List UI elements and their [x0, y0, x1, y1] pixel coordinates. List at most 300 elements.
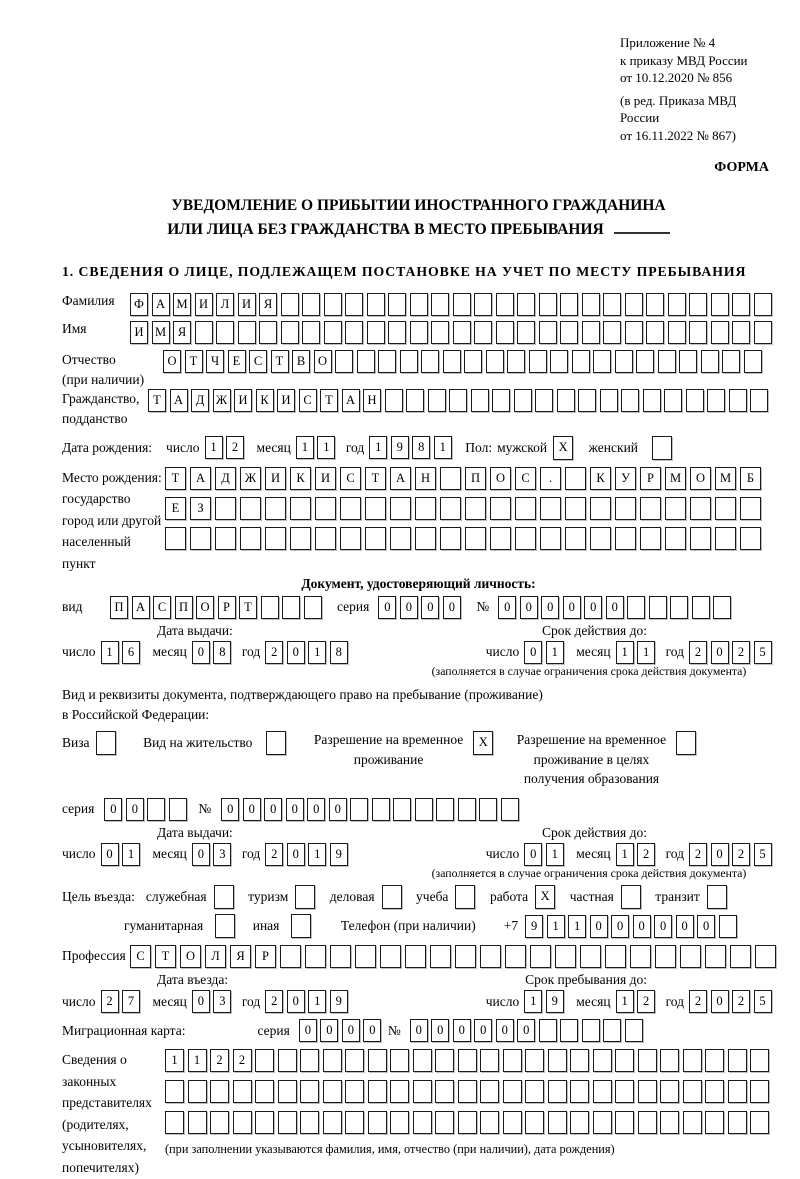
- char-cell[interactable]: [261, 596, 279, 619]
- char-cell[interactable]: [324, 321, 342, 344]
- char-cell[interactable]: 0: [287, 990, 305, 1013]
- char-cell[interactable]: [570, 1111, 589, 1134]
- char-cell[interactable]: [625, 293, 643, 316]
- char-cell[interactable]: [570, 1080, 589, 1103]
- char-cell[interactable]: [525, 1049, 544, 1072]
- char-cell[interactable]: [486, 350, 504, 373]
- char-cell[interactable]: [715, 497, 736, 520]
- char-cell[interactable]: [385, 389, 403, 412]
- char-cell[interactable]: 2: [689, 990, 707, 1013]
- char-cell[interactable]: Я: [259, 293, 277, 316]
- char-cell[interactable]: [550, 350, 568, 373]
- char-cell[interactable]: [665, 527, 686, 550]
- char-cell[interactable]: 1: [165, 1049, 184, 1072]
- char-cell[interactable]: 0: [363, 1019, 381, 1042]
- char-cell[interactable]: [378, 350, 396, 373]
- char-cell[interactable]: [593, 1080, 612, 1103]
- char-cell[interactable]: [565, 527, 586, 550]
- char-cell[interactable]: 0: [287, 641, 305, 664]
- char-cell[interactable]: [507, 350, 525, 373]
- char-cell[interactable]: П: [175, 596, 193, 619]
- char-cell[interactable]: П: [465, 467, 486, 490]
- char-cell[interactable]: С: [340, 467, 361, 490]
- char-cell[interactable]: [390, 497, 411, 520]
- char-cell[interactable]: [453, 293, 471, 316]
- char-cell[interactable]: 0: [287, 843, 305, 866]
- char-cell[interactable]: [603, 321, 621, 344]
- char-cell[interactable]: [625, 1019, 643, 1042]
- char-cell[interactable]: [680, 945, 701, 968]
- char-cell[interactable]: [603, 293, 621, 316]
- char-cell[interactable]: 0: [711, 843, 729, 866]
- char-cell[interactable]: [660, 1111, 679, 1134]
- char-cell[interactable]: 0: [378, 596, 396, 619]
- char-cell[interactable]: [690, 527, 711, 550]
- char-cell[interactable]: [505, 945, 526, 968]
- char-cell[interactable]: [240, 527, 261, 550]
- char-cell[interactable]: [501, 798, 519, 821]
- char-cell[interactable]: [435, 1080, 454, 1103]
- char-cell[interactable]: [660, 1049, 679, 1072]
- char-cell[interactable]: [436, 798, 454, 821]
- char-cell[interactable]: [729, 389, 747, 412]
- char-cell[interactable]: 0: [104, 798, 122, 821]
- char-cell[interactable]: И: [234, 389, 252, 412]
- char-cell[interactable]: [449, 389, 467, 412]
- char-cell[interactable]: 0: [307, 798, 325, 821]
- char-cell[interactable]: [368, 1111, 387, 1134]
- char-cell[interactable]: 2: [637, 990, 655, 1013]
- char-cell[interactable]: 0: [453, 1019, 471, 1042]
- char-cell[interactable]: [744, 350, 762, 373]
- char-cell[interactable]: [471, 389, 489, 412]
- char-cell[interactable]: [580, 945, 601, 968]
- char-cell[interactable]: [340, 497, 361, 520]
- char-cell[interactable]: 0: [400, 596, 418, 619]
- char-cell[interactable]: Р: [640, 467, 661, 490]
- char-cell[interactable]: А: [342, 389, 360, 412]
- char-cell[interactable]: [345, 1111, 364, 1134]
- char-cell[interactable]: [280, 945, 301, 968]
- char-cell[interactable]: 1: [568, 915, 586, 938]
- char-cell[interactable]: [496, 293, 514, 316]
- char-cell[interactable]: [413, 1111, 432, 1134]
- char-cell[interactable]: Д: [215, 467, 236, 490]
- char-cell[interactable]: 1: [205, 436, 223, 459]
- char-cell[interactable]: Д: [191, 389, 209, 412]
- char-cell[interactable]: [496, 321, 514, 344]
- char-cell[interactable]: [290, 497, 311, 520]
- char-cell[interactable]: [490, 527, 511, 550]
- char-cell[interactable]: 0: [126, 798, 144, 821]
- char-cell[interactable]: 2: [101, 990, 119, 1013]
- char-cell[interactable]: [713, 596, 731, 619]
- char-cell[interactable]: [406, 389, 424, 412]
- char-cell[interactable]: [302, 321, 320, 344]
- char-cell[interactable]: Ф: [130, 293, 148, 316]
- char-cell[interactable]: 9: [546, 990, 564, 1013]
- char-cell[interactable]: [165, 1111, 184, 1134]
- char-cell[interactable]: [428, 389, 446, 412]
- char-cell[interactable]: М: [665, 467, 686, 490]
- char-cell[interactable]: [621, 885, 641, 909]
- char-cell[interactable]: [345, 293, 363, 316]
- char-cell[interactable]: Р: [218, 596, 236, 619]
- char-cell[interactable]: И: [315, 467, 336, 490]
- char-cell[interactable]: [646, 293, 664, 316]
- char-cell[interactable]: [525, 1080, 544, 1103]
- char-cell[interactable]: 0: [192, 843, 210, 866]
- char-cell[interactable]: 1: [434, 436, 452, 459]
- char-cell[interactable]: [255, 1080, 274, 1103]
- char-cell[interactable]: [638, 1111, 657, 1134]
- char-cell[interactable]: [548, 1080, 567, 1103]
- char-cell[interactable]: [560, 1019, 578, 1042]
- char-cell[interactable]: [390, 1049, 409, 1072]
- char-cell[interactable]: [215, 914, 235, 938]
- char-cell[interactable]: И: [277, 389, 295, 412]
- char-cell[interactable]: [233, 1080, 252, 1103]
- char-cell[interactable]: [593, 1049, 612, 1072]
- char-cell[interactable]: 0: [264, 798, 282, 821]
- char-cell[interactable]: [722, 350, 740, 373]
- char-cell[interactable]: [421, 350, 439, 373]
- char-cell[interactable]: [548, 1111, 567, 1134]
- char-cell[interactable]: 0: [524, 843, 542, 866]
- char-cell[interactable]: [615, 350, 633, 373]
- char-cell[interactable]: 1: [369, 436, 387, 459]
- char-cell[interactable]: [615, 527, 636, 550]
- char-cell[interactable]: [514, 389, 532, 412]
- char-cell[interactable]: [367, 321, 385, 344]
- char-cell[interactable]: [190, 527, 211, 550]
- char-cell[interactable]: Т: [165, 467, 186, 490]
- char-cell[interactable]: [479, 798, 497, 821]
- char-cell[interactable]: [259, 321, 277, 344]
- char-cell[interactable]: [165, 527, 186, 550]
- char-cell[interactable]: [405, 945, 426, 968]
- char-cell[interactable]: 8: [412, 436, 430, 459]
- char-cell[interactable]: 0: [654, 915, 672, 938]
- char-cell[interactable]: [605, 945, 626, 968]
- char-cell[interactable]: [565, 467, 586, 490]
- char-cell[interactable]: Л: [205, 945, 226, 968]
- char-cell[interactable]: [355, 945, 376, 968]
- char-cell[interactable]: [455, 885, 475, 909]
- char-cell[interactable]: 5: [754, 843, 772, 866]
- char-cell[interactable]: [732, 293, 750, 316]
- char-cell[interactable]: [388, 321, 406, 344]
- char-cell[interactable]: [565, 497, 586, 520]
- char-cell[interactable]: 1: [188, 1049, 207, 1072]
- char-cell[interactable]: 0: [517, 1019, 535, 1042]
- char-cell[interactable]: К: [590, 467, 611, 490]
- char-cell[interactable]: [390, 1080, 409, 1103]
- char-cell[interactable]: [305, 945, 326, 968]
- char-cell[interactable]: М: [715, 467, 736, 490]
- char-cell[interactable]: О: [163, 350, 181, 373]
- char-cell[interactable]: Т: [155, 945, 176, 968]
- char-cell[interactable]: [590, 527, 611, 550]
- char-cell[interactable]: К: [290, 467, 311, 490]
- char-cell[interactable]: [603, 1019, 621, 1042]
- char-cell[interactable]: [705, 1080, 724, 1103]
- char-cell[interactable]: [324, 293, 342, 316]
- char-cell[interactable]: 0: [633, 915, 651, 938]
- char-cell[interactable]: С: [515, 467, 536, 490]
- char-cell[interactable]: [540, 527, 561, 550]
- char-cell[interactable]: [740, 527, 761, 550]
- char-cell[interactable]: [304, 596, 322, 619]
- char-cell[interactable]: С: [153, 596, 171, 619]
- char-cell[interactable]: [195, 321, 213, 344]
- char-cell[interactable]: У: [615, 467, 636, 490]
- char-cell[interactable]: Е: [228, 350, 246, 373]
- char-cell[interactable]: [539, 293, 557, 316]
- char-cell[interactable]: [474, 293, 492, 316]
- char-cell[interactable]: 8: [213, 641, 231, 664]
- char-cell[interactable]: 1: [308, 641, 326, 664]
- char-cell[interactable]: [540, 497, 561, 520]
- char-cell[interactable]: [300, 1080, 319, 1103]
- char-cell[interactable]: [530, 945, 551, 968]
- char-cell[interactable]: [291, 914, 311, 938]
- char-cell[interactable]: [630, 945, 651, 968]
- char-cell[interactable]: [719, 915, 737, 938]
- char-cell[interactable]: [413, 1049, 432, 1072]
- char-cell[interactable]: 5: [754, 641, 772, 664]
- char-cell[interactable]: [480, 1111, 499, 1134]
- char-cell[interactable]: [600, 389, 618, 412]
- char-cell[interactable]: [548, 1049, 567, 1072]
- char-cell[interactable]: [660, 1080, 679, 1103]
- char-cell[interactable]: 3: [213, 843, 231, 866]
- char-cell[interactable]: [464, 350, 482, 373]
- char-cell[interactable]: Н: [363, 389, 381, 412]
- char-cell[interactable]: [430, 945, 451, 968]
- char-cell[interactable]: 0: [410, 1019, 428, 1042]
- char-cell[interactable]: А: [170, 389, 188, 412]
- char-cell[interactable]: [582, 1019, 600, 1042]
- char-cell[interactable]: 1: [122, 843, 140, 866]
- char-cell[interactable]: [515, 497, 536, 520]
- char-cell[interactable]: Я: [230, 945, 251, 968]
- char-cell[interactable]: [529, 350, 547, 373]
- char-cell[interactable]: Т: [271, 350, 289, 373]
- char-cell[interactable]: [388, 293, 406, 316]
- char-cell[interactable]: Н: [415, 467, 436, 490]
- char-cell[interactable]: 2: [732, 641, 750, 664]
- char-cell[interactable]: 1: [101, 641, 119, 664]
- char-cell[interactable]: [701, 350, 719, 373]
- char-cell[interactable]: [281, 293, 299, 316]
- char-cell[interactable]: [368, 1049, 387, 1072]
- char-cell[interactable]: М: [173, 293, 191, 316]
- char-cell[interactable]: X: [473, 731, 493, 755]
- char-cell[interactable]: [210, 1080, 229, 1103]
- char-cell[interactable]: 0: [320, 1019, 338, 1042]
- char-cell[interactable]: [643, 389, 661, 412]
- char-cell[interactable]: 0: [192, 990, 210, 1013]
- char-cell[interactable]: [754, 293, 772, 316]
- char-cell[interactable]: 1: [547, 915, 565, 938]
- char-cell[interactable]: [380, 945, 401, 968]
- char-cell[interactable]: [578, 389, 596, 412]
- char-cell[interactable]: 2: [265, 641, 283, 664]
- char-cell[interactable]: 1: [317, 436, 335, 459]
- char-cell[interactable]: [390, 1111, 409, 1134]
- char-cell[interactable]: [357, 350, 375, 373]
- char-cell[interactable]: [649, 596, 667, 619]
- char-cell[interactable]: 0: [421, 596, 439, 619]
- char-cell[interactable]: И: [130, 321, 148, 344]
- char-cell[interactable]: Ч: [206, 350, 224, 373]
- char-cell[interactable]: [345, 1049, 364, 1072]
- char-cell[interactable]: Т: [320, 389, 338, 412]
- char-cell[interactable]: [689, 321, 707, 344]
- char-cell[interactable]: Т: [239, 596, 257, 619]
- char-cell[interactable]: 0: [590, 915, 608, 938]
- char-cell[interactable]: X: [535, 885, 555, 909]
- char-cell[interactable]: 1: [296, 436, 314, 459]
- char-cell[interactable]: [655, 945, 676, 968]
- char-cell[interactable]: [683, 1080, 702, 1103]
- char-cell[interactable]: [615, 1049, 634, 1072]
- char-cell[interactable]: [572, 350, 590, 373]
- char-cell[interactable]: [728, 1049, 747, 1072]
- char-cell[interactable]: [278, 1049, 297, 1072]
- char-cell[interactable]: [393, 798, 411, 821]
- char-cell[interactable]: [754, 321, 772, 344]
- char-cell[interactable]: 2: [689, 641, 707, 664]
- char-cell[interactable]: [216, 321, 234, 344]
- char-cell[interactable]: [539, 1019, 557, 1042]
- char-cell[interactable]: 0: [498, 596, 516, 619]
- char-cell[interactable]: [535, 389, 553, 412]
- char-cell[interactable]: [265, 497, 286, 520]
- char-cell[interactable]: 0: [676, 915, 694, 938]
- char-cell[interactable]: 2: [265, 843, 283, 866]
- char-cell[interactable]: 0: [101, 843, 119, 866]
- char-cell[interactable]: 1: [308, 990, 326, 1013]
- char-cell[interactable]: 5: [754, 990, 772, 1013]
- char-cell[interactable]: 0: [520, 596, 538, 619]
- char-cell[interactable]: О: [690, 467, 711, 490]
- char-cell[interactable]: [750, 1080, 769, 1103]
- char-cell[interactable]: [210, 1111, 229, 1134]
- char-cell[interactable]: 0: [443, 596, 461, 619]
- char-cell[interactable]: П: [110, 596, 128, 619]
- char-cell[interactable]: [668, 293, 686, 316]
- char-cell[interactable]: [503, 1111, 522, 1134]
- char-cell[interactable]: 0: [192, 641, 210, 664]
- char-cell[interactable]: 6: [122, 641, 140, 664]
- char-cell[interactable]: [728, 1080, 747, 1103]
- char-cell[interactable]: М: [152, 321, 170, 344]
- char-cell[interactable]: 9: [525, 915, 543, 938]
- char-cell[interactable]: [266, 731, 286, 755]
- char-cell[interactable]: [715, 527, 736, 550]
- char-cell[interactable]: 0: [221, 798, 239, 821]
- char-cell[interactable]: [503, 1049, 522, 1072]
- char-cell[interactable]: 0: [711, 990, 729, 1013]
- char-cell[interactable]: Б: [740, 467, 761, 490]
- char-cell[interactable]: 0: [524, 641, 542, 664]
- char-cell[interactable]: [638, 1049, 657, 1072]
- char-cell[interactable]: 7: [122, 990, 140, 1013]
- char-cell[interactable]: 2: [210, 1049, 229, 1072]
- char-cell[interactable]: [290, 527, 311, 550]
- char-cell[interactable]: [458, 1049, 477, 1072]
- char-cell[interactable]: С: [249, 350, 267, 373]
- char-cell[interactable]: [686, 389, 704, 412]
- char-cell[interactable]: [435, 1049, 454, 1072]
- char-cell[interactable]: [707, 389, 725, 412]
- char-cell[interactable]: [458, 1080, 477, 1103]
- char-cell[interactable]: [300, 1049, 319, 1072]
- char-cell[interactable]: [640, 497, 661, 520]
- char-cell[interactable]: [188, 1111, 207, 1134]
- char-cell[interactable]: [490, 497, 511, 520]
- char-cell[interactable]: [365, 497, 386, 520]
- char-cell[interactable]: [415, 798, 433, 821]
- char-cell[interactable]: [382, 885, 402, 909]
- char-cell[interactable]: [345, 1080, 364, 1103]
- char-cell[interactable]: [443, 350, 461, 373]
- char-cell[interactable]: [705, 1111, 724, 1134]
- char-cell[interactable]: 9: [330, 843, 348, 866]
- char-cell[interactable]: 0: [431, 1019, 449, 1042]
- char-cell[interactable]: Я: [173, 321, 191, 344]
- char-cell[interactable]: [147, 798, 165, 821]
- char-cell[interactable]: [621, 389, 639, 412]
- char-cell[interactable]: 1: [616, 641, 634, 664]
- char-cell[interactable]: [480, 1049, 499, 1072]
- char-cell[interactable]: 0: [606, 596, 624, 619]
- char-cell[interactable]: [625, 321, 643, 344]
- char-cell[interactable]: [390, 527, 411, 550]
- char-cell[interactable]: [323, 1111, 342, 1134]
- char-cell[interactable]: [615, 1080, 634, 1103]
- char-cell[interactable]: [345, 321, 363, 344]
- char-cell[interactable]: [465, 527, 486, 550]
- char-cell[interactable]: [683, 1049, 702, 1072]
- char-cell[interactable]: [278, 1080, 297, 1103]
- char-cell[interactable]: [582, 321, 600, 344]
- char-cell[interactable]: [367, 293, 385, 316]
- char-cell[interactable]: [668, 321, 686, 344]
- char-cell[interactable]: А: [190, 467, 211, 490]
- char-cell[interactable]: О: [490, 467, 511, 490]
- char-cell[interactable]: С: [299, 389, 317, 412]
- char-cell[interactable]: Е: [165, 497, 186, 520]
- char-cell[interactable]: [302, 293, 320, 316]
- char-cell[interactable]: 2: [233, 1049, 252, 1072]
- char-cell[interactable]: Т: [365, 467, 386, 490]
- char-cell[interactable]: З: [190, 497, 211, 520]
- char-cell[interactable]: [557, 389, 575, 412]
- char-cell[interactable]: [215, 497, 236, 520]
- char-cell[interactable]: [582, 293, 600, 316]
- char-cell[interactable]: 1: [616, 843, 634, 866]
- char-cell[interactable]: 2: [226, 436, 244, 459]
- char-cell[interactable]: [730, 945, 751, 968]
- char-cell[interactable]: Ж: [213, 389, 231, 412]
- char-cell[interactable]: 0: [584, 596, 602, 619]
- char-cell[interactable]: [238, 321, 256, 344]
- char-cell[interactable]: [615, 497, 636, 520]
- char-cell[interactable]: [169, 798, 187, 821]
